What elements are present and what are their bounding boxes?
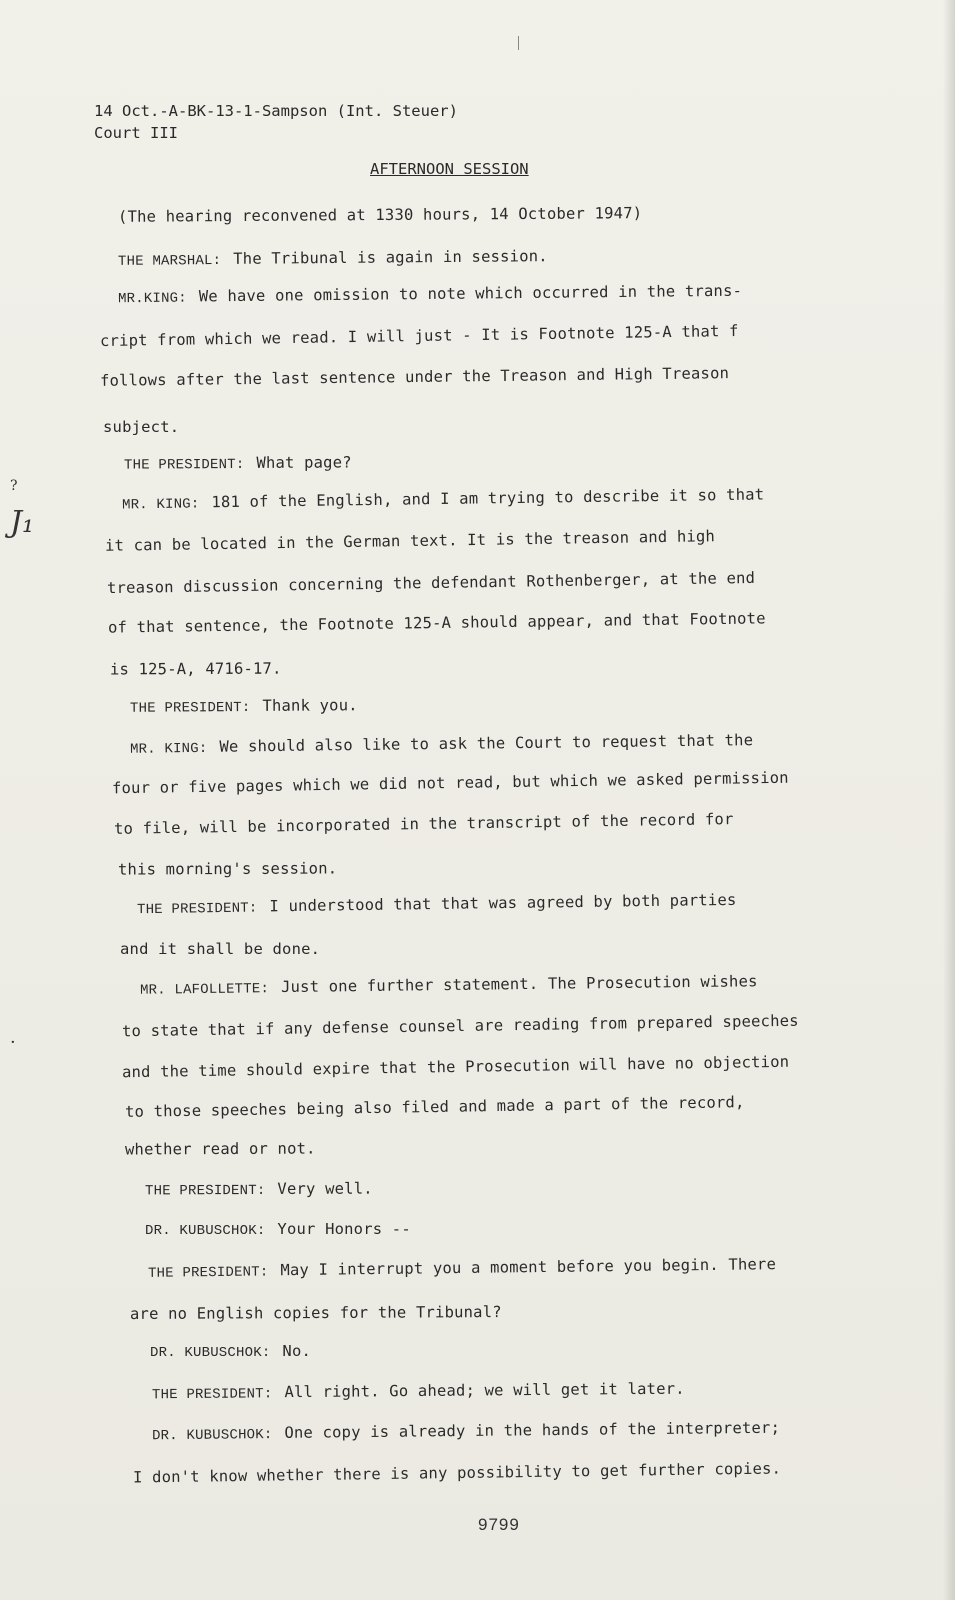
- transcript-line: whether read or not.: [124, 1139, 316, 1159]
- speaker-label: THE PRESIDENT:: [123, 456, 245, 474]
- speaker-label: THE PRESIDENT:: [147, 1264, 269, 1282]
- transcript-line: [145, 1220, 411, 1239]
- transcript-line: four or five pages which we did not read, but which we asked permission: [111, 768, 789, 798]
- speaker-label: THE PRESIDENT:: [144, 1182, 266, 1200]
- margin-dot: ·: [10, 1032, 16, 1053]
- transcript-line: and the time should expire that the Prosecution will have no objection: [121, 1052, 790, 1082]
- transcript-line: [140, 972, 758, 999]
- transcript-line: of that sentence, the Footnote 125-A should appear, and that Footnote: [107, 609, 766, 637]
- transcript-line: [150, 1342, 311, 1361]
- speaker-label: DR. KUBUSCHOK:: [150, 1345, 271, 1361]
- transcript-line: [130, 696, 358, 717]
- transcript-line: [118, 247, 548, 270]
- speech-text: All right. Go ahead; we will get it later.: [284, 1379, 685, 1402]
- transcript-line: to those speeches being also filed and made a part of the record,: [124, 1093, 745, 1121]
- transcript-line: to state that if any defense counsel are reading from prepared speeches: [121, 1011, 799, 1041]
- speech-text: Just one further statement. The Prosecution wishes: [280, 972, 758, 997]
- speaker-label: MR. LAFOLLETTE:: [139, 981, 270, 999]
- transcript-line: are no English copies for the Tribunal?: [129, 1303, 502, 1323]
- transcript-line: [148, 1255, 776, 1282]
- transcript-line: this morning's session.: [117, 859, 338, 879]
- transcript-line: [137, 891, 737, 918]
- page-number: 9799: [478, 1515, 520, 1534]
- transcript-line: I don't know whether there is any possibility to get further copies.: [132, 1459, 782, 1487]
- transcript-line: follows after the last sentence under the Treason and High Treason: [99, 364, 730, 390]
- speech-text: Thank you.: [262, 696, 358, 715]
- speech-text: What page?: [256, 453, 352, 472]
- speaker-label: DR. KUBUSCHOK:: [151, 1427, 273, 1445]
- speech-text: We have one omission to note which occurred in the trans-: [198, 281, 743, 306]
- speech-text: May I interrupt you a moment before you begin. There: [280, 1255, 777, 1280]
- margin-question-mark: ?: [10, 478, 18, 494]
- speech-text: 181 of the English, and I am trying to describe it so that: [211, 485, 765, 512]
- transcript-line: [152, 1419, 780, 1445]
- transcript-line: [118, 282, 742, 308]
- speech-text: I understood that that was agreed by both parties: [269, 890, 737, 916]
- transcript-line: treason discussion concerning the defendant Rothenberger, at the end: [106, 568, 756, 598]
- transcript-line: cript from which we read. I will just - It is Footnote 125-A that f: [99, 321, 739, 351]
- document-header: [94, 100, 458, 144]
- speech-text: Your Honors --: [277, 1220, 411, 1238]
- speech-text: One copy is already in the hands of the interpreter;: [284, 1418, 781, 1442]
- transcript-line: it can be located in the German text. It is the treason and high: [104, 527, 716, 555]
- transcript-line: [122, 486, 764, 514]
- speech-text: We should also like to ask the Court to request that the: [219, 731, 754, 756]
- transcript-line: [124, 453, 352, 473]
- speaker-label: MR. KING:: [129, 740, 208, 758]
- speech-text: The Tribunal is again in session.: [233, 247, 548, 268]
- speaker-label: THE PRESIDENT:: [129, 699, 251, 717]
- margin-handwritten-mark: J₁: [10, 505, 35, 540]
- header-court: Court III: [94, 124, 178, 142]
- header-reference: 14 Oct.-A-BK-13-1-Sampson (Int. Steuer): [94, 102, 458, 120]
- transcript-line: [145, 1180, 373, 1200]
- speaker-label: THE MARSHAL:: [117, 252, 222, 270]
- speaker-label: DR. KUBUSCHOK:: [145, 1223, 266, 1239]
- session-title: AFTERNOON SESSION: [370, 160, 529, 178]
- transcript-line: and it shall be done.: [120, 940, 321, 958]
- speaker-label: THE PRESIDENT:: [136, 900, 258, 919]
- top-punch-mark: [518, 36, 519, 50]
- transcript-line: to file, will be incorporated in the transcript of the record for: [113, 810, 734, 838]
- transcript-line: subject.: [103, 418, 180, 436]
- speaker-label: MR. KING:: [121, 496, 200, 514]
- speech-text: Very well.: [277, 1179, 373, 1198]
- speaker-label: MR.KING:: [117, 290, 187, 308]
- speaker-label: THE PRESIDENT:: [151, 1386, 273, 1404]
- transcript-line: [130, 731, 753, 758]
- transcript-line: [152, 1380, 685, 1404]
- speech-text: No.: [282, 1342, 312, 1360]
- transcript-line: (The hearing reconvened at 1330 hours, 14 October 1947): [117, 204, 643, 226]
- page-edge-shadow: [943, 0, 955, 1600]
- transcript-line: is 125-A, 4716-17.: [109, 659, 282, 679]
